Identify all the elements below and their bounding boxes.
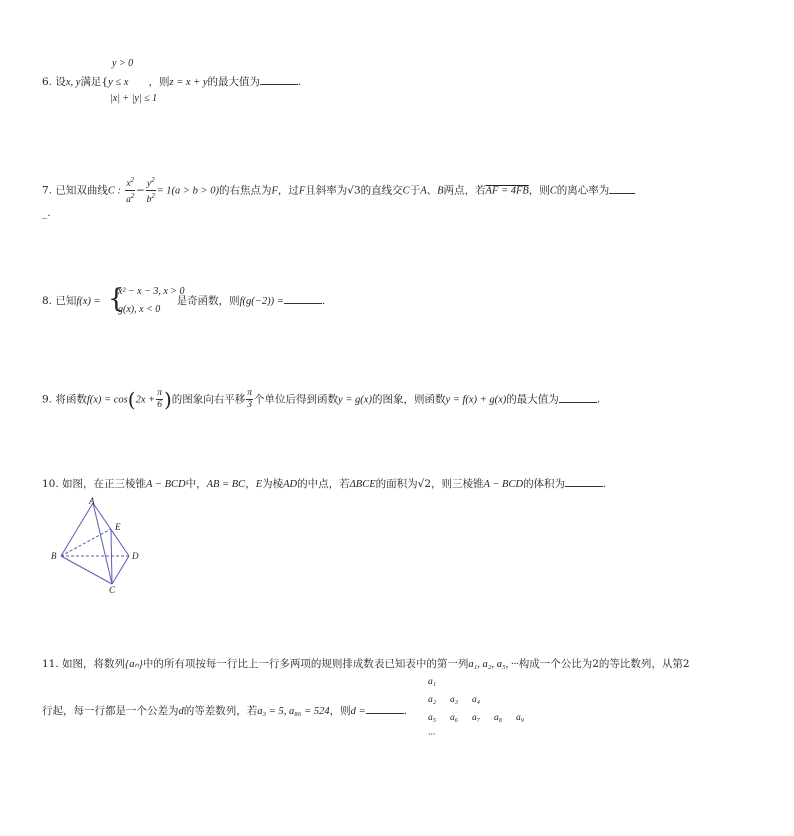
q7-frac-x: $\frac{x^2}{a^2}$	[126, 176, 135, 206]
q10-text-5: 的面积为	[375, 478, 418, 490]
q8-fx: f(x) =	[76, 296, 101, 307]
q7-slope: √3	[347, 184, 361, 197]
q9-frac-pi-6: $\frac{\pi}{6}$	[157, 388, 162, 410]
q10-edge-AD: AD	[283, 479, 298, 490]
q7-answer-blank[interactable]	[609, 183, 635, 194]
table-cell: a₆	[450, 713, 459, 723]
q7-text-6: 两点，若	[443, 184, 486, 197]
q11-first-column: a₁, a₂, a₅, ···	[468, 659, 519, 670]
q11-d: d	[178, 706, 184, 717]
q9-text-3: 的图象，则函数	[371, 393, 446, 406]
q9-sum: y = f(x) + g(x)	[445, 394, 507, 406]
table-cell: a₉	[516, 713, 525, 723]
table-cell: a₄	[472, 695, 481, 705]
q10-text-4: 的中点，若	[297, 478, 350, 490]
q10-prefix: 10. 如图，在正三棱锥	[42, 478, 147, 490]
q7-line: 7. 已知双曲线C : $\frac{x^2}{a^2}$ − $\frac{y^2}{b^2}$ = 1(a > b > 0)的右焦点为F，过F且斜率为√3的直线交C于A、B两点，若AF = 4FB，则C的离心率为	[42, 175, 635, 206]
q8-case-2: g(x), x < 0	[118, 304, 161, 315]
q11-condition: a₃ = 5, a₈₆ = 524	[257, 706, 330, 717]
q8-text-1: 是奇函数，则	[176, 295, 240, 307]
q6-vars: x, y	[65, 77, 81, 88]
q9-frac-pi-3: $\frac{\pi}{3}$	[247, 388, 253, 410]
label-E: E	[115, 522, 121, 532]
q10-line	[42, 476, 606, 492]
q7-point-A: A	[420, 185, 427, 197]
q8-brace: {	[108, 284, 125, 314]
q7-curve-C-2: C	[549, 185, 557, 197]
q7-curve-C: C	[402, 185, 410, 197]
q7-tail: _.	[42, 207, 51, 219]
q9-arg: 2x +	[135, 394, 156, 406]
q6-suffix: 的最大值为	[207, 76, 261, 88]
q9-prefix: 9. 将函数	[42, 393, 87, 406]
q11-answer-blank[interactable]	[366, 703, 404, 714]
edge-CD	[112, 556, 129, 584]
q10-point-E: E	[255, 479, 263, 490]
q8-prefix: 8. 已知	[42, 295, 77, 307]
table-cell: a₈	[494, 713, 503, 723]
table-cell: a₁	[428, 677, 437, 687]
q6-line	[42, 74, 301, 90]
edge-AC	[93, 503, 112, 584]
table-cell: a₂	[428, 695, 437, 705]
q11-text-1a: 11. 如图，将数列	[42, 658, 126, 670]
q8-end: .	[321, 295, 326, 307]
q10-solid-2: A − BCD	[483, 479, 524, 490]
segment-CE	[111, 529, 112, 584]
q7-focus-F: F	[271, 185, 278, 197]
q7-sep: 、	[426, 184, 438, 197]
edge-BC	[61, 556, 112, 584]
q6-prefix: 6. 设	[42, 76, 66, 88]
table-cell: a₅	[428, 713, 437, 723]
q10-equation: AB = BC	[206, 479, 246, 490]
q10-text-7: 的体积为	[523, 478, 566, 490]
q7-vector-condition: AF = 4FB	[485, 185, 529, 197]
q7-curve: C :	[107, 185, 121, 197]
q9-gx: y = g(x)	[338, 394, 372, 406]
q7-prefix: 7. 已知双曲线	[42, 184, 108, 197]
q8-answer-blank[interactable]	[284, 293, 322, 304]
q7-text-7: ，则	[528, 184, 550, 197]
q9-fx: f(x) = cos	[86, 394, 128, 406]
q7-equation: = 1(a > b > 0)	[156, 185, 219, 197]
q10-end: .	[603, 478, 607, 490]
q6-expression: z = x + y	[169, 77, 208, 88]
edge-AB	[61, 503, 93, 556]
q7-text-5: 于	[409, 184, 421, 197]
q10-text-2: ，	[245, 478, 256, 490]
q10-answer-blank[interactable]	[565, 476, 603, 487]
q7-point-B: B	[437, 185, 444, 197]
q9-end: .	[596, 393, 601, 406]
q11-text-1b: 中的所有项按每一行比上一行多两项的规则排成数表已知表中的第一列	[142, 658, 469, 670]
q11-text-1c: 构成一个公比为2的等比数列，从第2	[518, 658, 690, 670]
q10-text-3: 为棱	[262, 478, 284, 490]
label-D: D	[132, 551, 139, 561]
label-A: A	[89, 496, 95, 506]
q6-condition-2: y ≤ x	[108, 77, 129, 88]
q9-line: 9. 将函数f(x) = cos(2x + $\frac{\pi}{6}$ )的图象向右平移 $\frac{\pi}{3}$ 个单位后得到函数y = g(x)的图象，则函数y = f(x) + g(x)的最大值为 .	[42, 387, 601, 412]
q7-frac-y: $\frac{y^2}{b^2}$	[146, 176, 155, 206]
q8-question: f(g(−2)) =	[239, 296, 284, 307]
q9-text-2: 个单位后得到函数	[254, 393, 339, 406]
q10-text-6: ，则三棱锥	[431, 478, 484, 490]
label-B: B	[51, 551, 57, 561]
q11-text-2a: 行起，每一行都是一个公差为	[42, 705, 179, 717]
q10-area: √2	[417, 478, 431, 490]
table-ellipsis: ···	[428, 730, 436, 740]
q7-text-4: 的直线交	[360, 184, 403, 197]
q11-line-1	[42, 657, 690, 672]
q11-sequence: {aₙ}	[125, 659, 143, 670]
q9-answer-blank[interactable]	[559, 392, 597, 403]
q7-focus-F-2: F	[298, 185, 306, 197]
q9-text-4: 的最大值为	[506, 393, 559, 406]
table-cell: a₇	[472, 713, 481, 723]
q6-then: ，则	[148, 76, 170, 88]
q10-solid: A − BCD	[146, 479, 186, 490]
q8-case-1: x² − x − 3, x > 0	[118, 286, 185, 297]
q6-condition-1: y > 0	[112, 58, 134, 69]
q6-end: .	[298, 76, 302, 88]
q11-line-2	[42, 703, 407, 719]
q11-text-2c: ，则	[329, 705, 351, 717]
q7-text-2: ，过	[277, 184, 299, 197]
q11-end: .	[403, 705, 407, 717]
q7-text-8: 的离心率为	[556, 184, 610, 197]
q6-answer-blank[interactable]	[260, 74, 298, 85]
table-cell: a₃	[450, 695, 459, 705]
q7-text-3: 且斜率为	[305, 184, 348, 197]
q10-text-1: 中，	[185, 478, 207, 490]
q6-condition-3: |x| + |y| ≤ 1	[110, 93, 158, 104]
q10-triangle: ΔBCE	[349, 479, 376, 490]
q7-text-1: 的右焦点为	[218, 184, 272, 197]
label-C: C	[109, 585, 116, 594]
q6-mid: 满足{	[80, 76, 109, 88]
q9-text-1: 的图象向右平移	[171, 393, 246, 406]
q11-question: d =	[350, 706, 366, 717]
segment-BE	[61, 529, 111, 556]
q10-pyramid-figure	[44, 494, 144, 594]
q11-text-2b: 的等差数列，若	[183, 705, 258, 717]
